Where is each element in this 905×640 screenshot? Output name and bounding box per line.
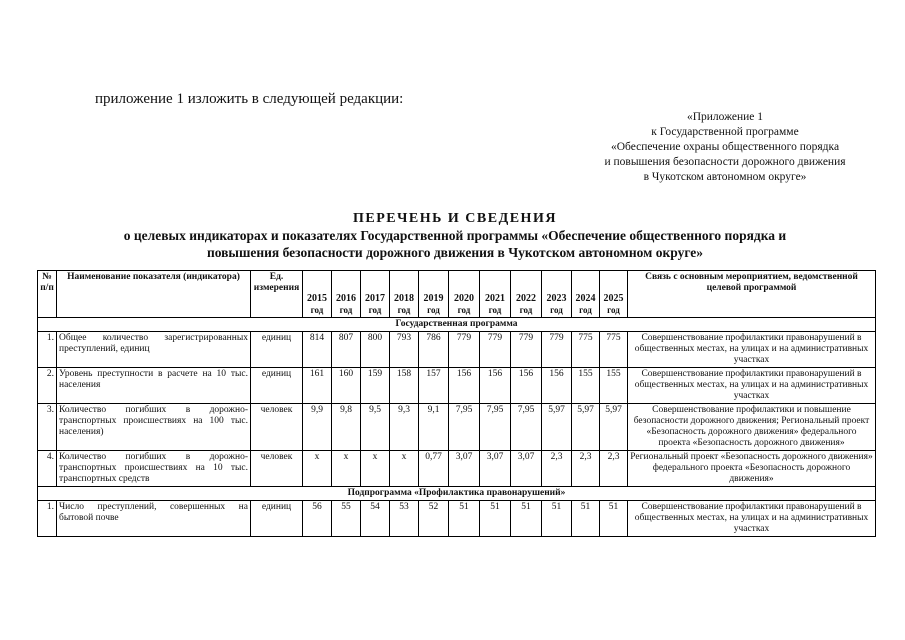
value-cell: 2,3	[542, 451, 572, 487]
value-cell: х	[303, 451, 332, 487]
value-cell: 5,97	[542, 404, 572, 451]
row-number: 3.	[38, 404, 57, 451]
table-body	[38, 318, 876, 537]
year-unit: год	[427, 305, 440, 315]
value-cell: 55	[332, 501, 361, 537]
value-cell: 5,97	[600, 404, 628, 451]
appendix-line: «Приложение 1	[686, 111, 764, 123]
header-year	[542, 271, 572, 318]
year-unit: год	[397, 305, 411, 315]
year-unit: год	[607, 305, 620, 315]
indicators-table	[37, 270, 876, 537]
year-unit: год	[519, 305, 533, 315]
value-cell: 157	[419, 368, 449, 404]
value-cell: 3,07	[511, 451, 542, 487]
value-cell: 9,5	[361, 404, 390, 451]
value-cell: 9,9	[303, 404, 332, 451]
table-row	[38, 451, 876, 487]
value-cell: 775	[572, 332, 600, 368]
unit-cell: единиц	[251, 501, 303, 537]
appendix-line: в Чукотском автономном округе»	[643, 171, 807, 183]
value-cell: х	[332, 451, 361, 487]
value-cell: 9,8	[332, 404, 361, 451]
intro-text: приложение 1 изложить в следующей редакции:	[95, 91, 404, 107]
value-cell: 7,95	[480, 404, 511, 451]
link-cell: Совершенствование профилактики правонарушений в общественных местах, на улицах и на административных участках	[628, 501, 876, 537]
header-year	[419, 271, 449, 318]
value-cell: 51	[542, 501, 572, 537]
value-cell: 56	[303, 501, 332, 537]
year-unit: год	[550, 305, 563, 315]
value-cell: 51	[480, 501, 511, 537]
row-number: 4.	[38, 451, 57, 487]
year-label: 2025	[603, 293, 624, 304]
value-cell: х	[361, 451, 390, 487]
section-title: Подпрограмма «Профилактика правонарушений»	[38, 487, 876, 501]
header-year	[390, 271, 419, 318]
section-title: Государственная программа	[38, 318, 876, 332]
value-cell: 2,3	[572, 451, 600, 487]
year-label: 2017	[365, 293, 385, 304]
value-cell: 51	[572, 501, 600, 537]
unit-cell: единиц	[251, 332, 303, 368]
table-row	[38, 404, 876, 451]
value-cell: 160	[332, 368, 361, 404]
value-cell: 807	[332, 332, 361, 368]
indicator-name: Количество погибших в дорожно-транспортных происшествиях на 10 тыс. транспортных средств	[57, 451, 251, 487]
year-unit: год	[339, 305, 353, 315]
value-cell: 51	[600, 501, 628, 537]
year-label: 2015	[307, 293, 327, 304]
value-cell: 3,07	[480, 451, 511, 487]
header-year	[511, 271, 542, 318]
indicator-name: Уровень преступности в расчете на 10 тыс. населения	[57, 368, 251, 404]
header-year	[361, 271, 390, 318]
value-cell: 51	[511, 501, 542, 537]
header-year	[449, 271, 480, 318]
section-row	[38, 318, 876, 332]
value-cell: 155	[600, 368, 628, 404]
value-cell: 0,77	[419, 451, 449, 487]
value-cell: 779	[480, 332, 511, 368]
header-unit: Ед. измерения	[251, 271, 303, 318]
header-year	[303, 271, 332, 318]
value-cell: 786	[419, 332, 449, 368]
link-cell: Региональный проект «Безопасность дорожного движения» федерального проекта «Безопасность дорожного движения»	[628, 451, 876, 487]
year-label: 2019	[423, 293, 444, 304]
appendix-note	[560, 110, 890, 185]
header-year	[480, 271, 511, 318]
indicator-name: Общее количество зарегистрированных преступлений, единиц	[57, 332, 251, 368]
appendix-line: «Обеспечение охраны общественного порядка	[610, 141, 840, 153]
indicator-name: Число преступлений, совершенных на бытовой почве	[57, 501, 251, 537]
year-unit: год	[579, 305, 592, 315]
year-label: 2024	[575, 293, 596, 304]
year-label: 2022	[516, 293, 536, 304]
value-cell: х	[390, 451, 419, 487]
value-cell: 779	[449, 332, 480, 368]
header-indicator: Наименование показателя (индикатора)	[57, 271, 251, 318]
value-cell: 2,3	[600, 451, 628, 487]
value-cell: 158	[390, 368, 419, 404]
header-year	[572, 271, 600, 318]
unit-cell: единиц	[251, 368, 303, 404]
value-cell: 800	[361, 332, 390, 368]
appendix-line: к Государственной программе	[651, 126, 799, 138]
appendix-line: и повышения безопасности дорожного движения	[604, 156, 846, 168]
year-unit: год	[368, 305, 382, 315]
value-cell: 54	[361, 501, 390, 537]
table-row	[38, 332, 876, 368]
link-cell: Совершенствование профилактики правонарушений в общественных местах, на улицах и на административных участках	[628, 332, 876, 368]
value-cell: 9,1	[419, 404, 449, 451]
value-cell: 9,3	[390, 404, 419, 451]
value-cell: 53	[390, 501, 419, 537]
table-row	[38, 368, 876, 404]
year-label: 2016	[336, 293, 356, 304]
value-cell: 775	[600, 332, 628, 368]
value-cell: 7,95	[511, 404, 542, 451]
section-row	[38, 487, 876, 501]
value-cell: 159	[361, 368, 390, 404]
value-cell: 156	[480, 368, 511, 404]
value-cell: 51	[449, 501, 480, 537]
value-cell: 161	[303, 368, 332, 404]
year-unit: год	[488, 305, 502, 315]
title-subtitle-line-2: повышения безопасности дорожного движения в Чукотском автономном округе»	[206, 245, 704, 260]
value-cell: 3,07	[449, 451, 480, 487]
header-num: № п/п	[38, 271, 57, 318]
unit-cell: человек	[251, 451, 303, 487]
header-year	[332, 271, 361, 318]
row-number: 2.	[38, 368, 57, 404]
header-row	[38, 271, 876, 318]
header-year	[600, 271, 628, 318]
value-cell: 156	[449, 368, 480, 404]
table-row	[38, 501, 876, 537]
value-cell: 779	[542, 332, 572, 368]
year-label: 2018	[394, 293, 414, 304]
value-cell: 779	[511, 332, 542, 368]
value-cell: 156	[542, 368, 572, 404]
document-title	[40, 210, 870, 261]
year-label: 2020	[454, 293, 474, 304]
year-label: 2023	[546, 293, 567, 304]
value-cell: 5,97	[572, 404, 600, 451]
row-number: 1.	[38, 332, 57, 368]
row-number: 1.	[38, 501, 57, 537]
unit-cell: человек	[251, 404, 303, 451]
value-cell: 156	[511, 368, 542, 404]
title-main: ПЕРЕЧЕНЬ И СВЕДЕНИЯ	[353, 211, 557, 226]
value-cell: 814	[303, 332, 332, 368]
indicator-name: Количество погибших в дорожно-транспортных происшествиях на 100 тыс. населения)	[57, 404, 251, 451]
year-unit: год	[310, 305, 324, 315]
value-cell: 52	[419, 501, 449, 537]
value-cell: 793	[390, 332, 419, 368]
header-link: Связь с основным мероприятием, ведомственной целевой программой	[628, 271, 876, 318]
link-cell: Совершенствование профилактики правонарушений в общественных местах, на улицах и на административных участках	[628, 368, 876, 404]
title-subtitle-line-1: о целевых индикаторах и показателях Государственной программы «Обеспечение общественного порядка и	[123, 228, 787, 243]
link-cell: Совершенствование профилактики и повышение безопасности дорожного движения; Региональный проект «Безопасность дорожного движения» федерального проекта «Безопасность дорожного движения»	[628, 404, 876, 451]
year-unit: год	[457, 305, 471, 315]
year-label: 2021	[485, 293, 505, 304]
value-cell: 155	[572, 368, 600, 404]
value-cell: 7,95	[449, 404, 480, 451]
